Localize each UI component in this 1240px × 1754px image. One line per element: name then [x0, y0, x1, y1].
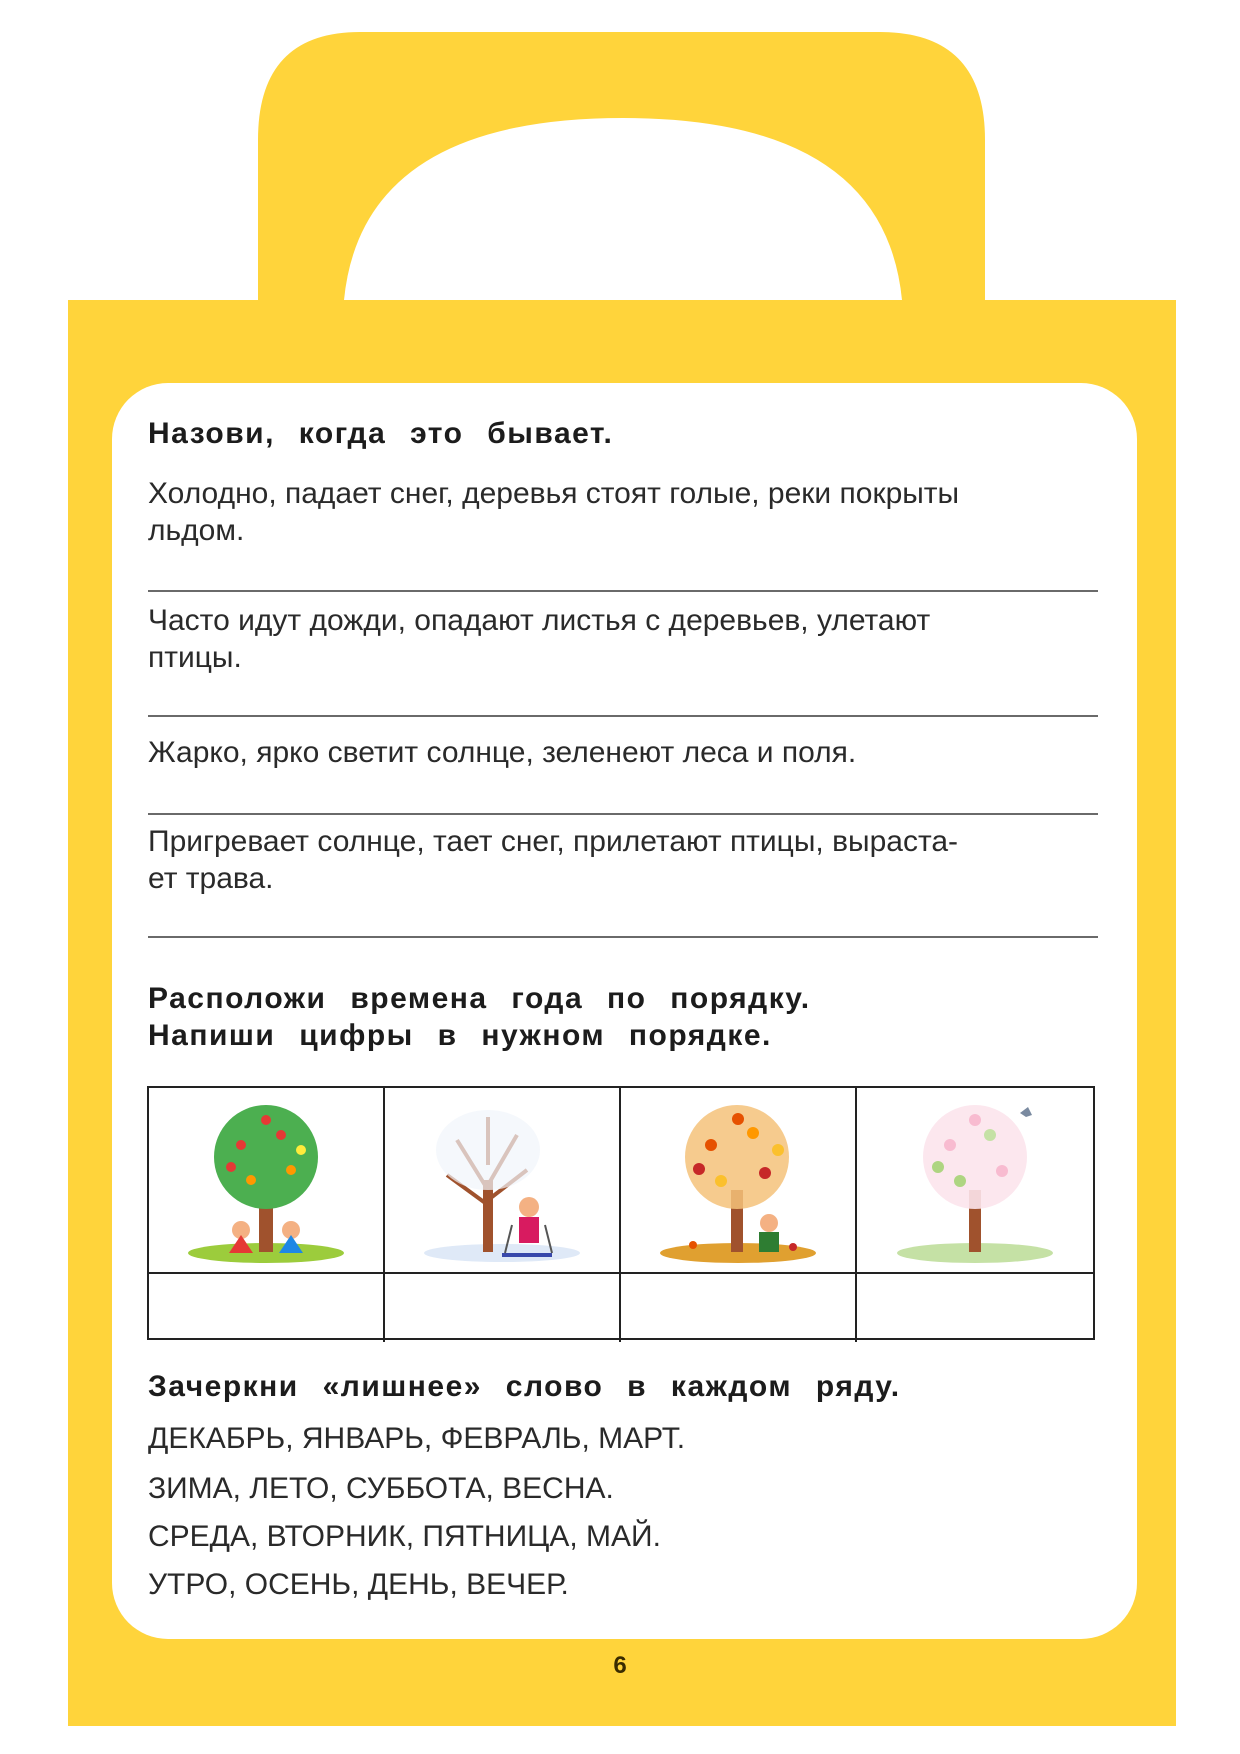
- season-picture-4: [857, 1088, 1093, 1274]
- season-picture-1: [149, 1088, 385, 1274]
- question-4: Пригревает солнце, тает снег, прилетают птицы, выраста- ет трава.: [148, 825, 959, 895]
- word-row-3[interactable]: СРЕДА, ВТОРНИК, ПЯТНИЦА, МАЙ.: [148, 1520, 661, 1553]
- question-2: Часто идут дожди, опадают листья с деревьев, улетают птицы.: [148, 604, 931, 674]
- answer-line-3[interactable]: [148, 813, 1098, 815]
- spring-tree-icon: [890, 1095, 1060, 1265]
- answer-line-1[interactable]: [148, 590, 1098, 592]
- question-1: Холодно, падает снег, деревья стоят голые, реки покрыты льдом.: [148, 477, 960, 547]
- task1-title: Назови, когда это бывает.: [148, 417, 614, 450]
- task3-title: Зачеркни «лишнее» слово в каждом ряду.: [148, 1370, 901, 1403]
- answer-line-2[interactable]: [148, 715, 1098, 717]
- summer-tree-icon: [181, 1095, 351, 1265]
- word-row-2[interactable]: ЗИМА, ЛЕТО, СУББОТА, ВЕСНА.: [148, 1472, 614, 1505]
- season-picture-3: [621, 1088, 857, 1274]
- question-3: Жарко, ярко светит солнце, зеленеют леса и поля.: [148, 736, 857, 769]
- task2-title: Расположи времена года по порядку. Напиши цифры в нужном порядке.: [148, 982, 811, 1052]
- seasons-table: [147, 1086, 1095, 1340]
- winter-tree-icon: [417, 1095, 587, 1265]
- page-number: 6: [613, 1652, 627, 1679]
- answer-cell-4[interactable]: [857, 1274, 1093, 1342]
- answer-line-4[interactable]: [148, 936, 1098, 938]
- answer-cell-3[interactable]: [621, 1274, 857, 1342]
- word-row-1[interactable]: ДЕКАБРЬ, ЯНВАРЬ, ФЕВРАЛЬ, МАРТ.: [148, 1422, 686, 1455]
- answer-cell-2[interactable]: [385, 1274, 621, 1342]
- answer-cell-1[interactable]: [149, 1274, 385, 1342]
- season-picture-2: [385, 1088, 621, 1274]
- word-row-4[interactable]: УТРО, ОСЕНЬ, ДЕНЬ, ВЕЧЕР.: [148, 1568, 569, 1601]
- autumn-tree-icon: [653, 1095, 823, 1265]
